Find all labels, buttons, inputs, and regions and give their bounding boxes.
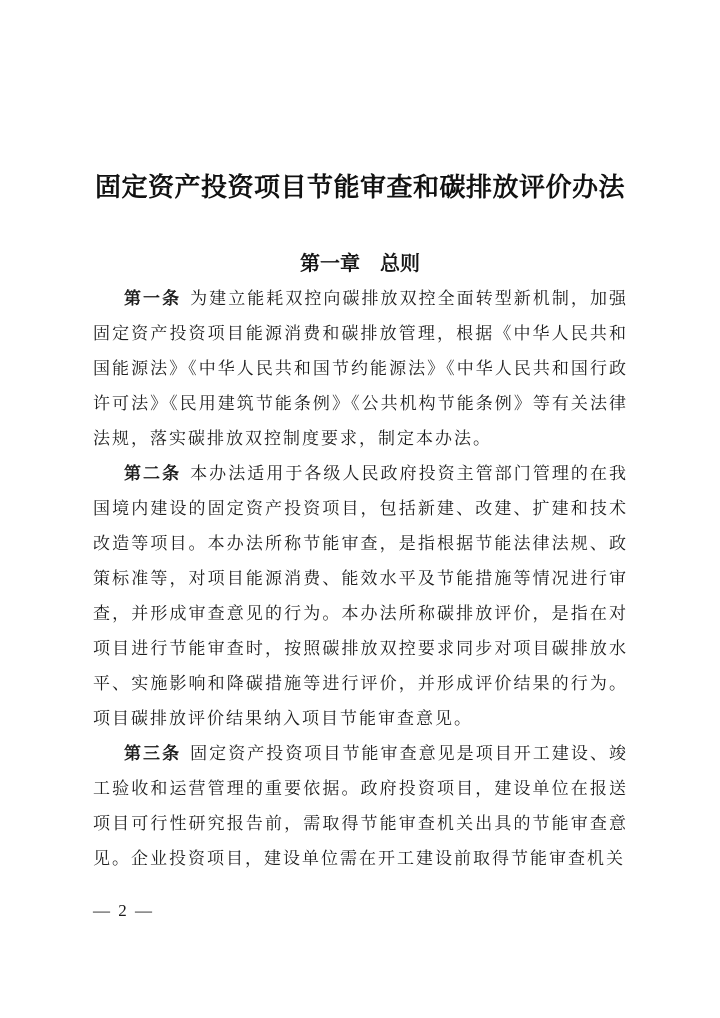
article-3-text: 固定资产投资项目节能审查意见是项目开工建设、竣工验收和运营管理的重要依据。政府投资项目，建设单位在报送项目可行性研究报告前，需取得节能审查机关出具的节能审查意见。企业投资项目，建设单位需在开工建设前取得节能审查机关 [93,744,629,868]
article-1-text: 为建立能耗双控向碳排放双控全面转型新机制，加强固定资产投资项目能源消费和碳排放管理，根据《中华人民共和国能源法》《中华人民共和国节约能源法》《中华人民共和国行政许可法》《民用建筑节能条例》《公共机构节能条例》等有关法律法规，落实碳排放双控制度要求，制定本办法。 [93,289,629,448]
article-1-number: 第一条 [124,289,182,308]
chapter-heading [0,247,720,276]
paragraph-article-3 [93,736,628,876]
article-2-number: 第二条 [124,464,182,483]
article-3-number: 第三条 [124,744,182,763]
document-body [93,281,628,876]
chapter-name: 总则 [380,253,420,275]
page-number: — 2 — [93,901,154,920]
chapter-number: 第一章 [300,253,360,275]
document-title: 固定资产投资项目节能审查和碳排放评价办法 [94,173,625,203]
paragraph-article-1 [93,281,628,456]
paragraph-article-2 [93,456,628,736]
article-2-text: 本办法适用于各级人民政府投资主管部门管理的在我国境内建设的固定资产投资项目，包括新建、改建、扩建和技术改造等项目。本办法所称节能审查，是指根据节能法律法规、政策标准等，对项目能源消费、能效水平及节能措施等情况进行审查，并形成审查意见的行为。本办法所称碳排放评价，是指在对项目进行节能审查时，按照碳排放双控要求同步对项目碳排放水平、实施影响和降碳措施等进行评价，并形成评价结果的行为。项目碳排放评价结果纳入项目节能审查意见。 [93,464,629,728]
